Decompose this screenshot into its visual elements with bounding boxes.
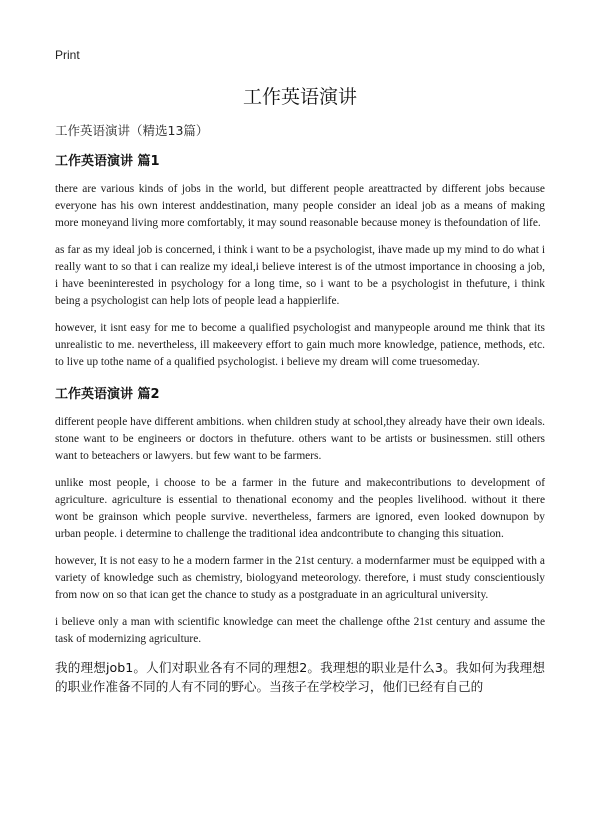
section-heading: 工作英语演讲 篇1 xyxy=(55,154,160,169)
section-1 xyxy=(55,150,545,371)
paragraph: different people have different ambitions. when children study at school,they already have their own ideals. stone want to be engineers or doctors in thefuture. others want to be artists or businessmen. still others want to beteachers or lawyers. but few want to be farmers. xyxy=(55,416,545,462)
document-title: 工作英语演讲 xyxy=(242,86,357,108)
chinese-paragraph: 我的理想job1。人们对职业各有不同的理想2。我理想的职业是什么3。我如何为我理想的职业作准备不同的人有不同的野心。当孩子在学校学习，他们已经有自己的 xyxy=(55,660,545,694)
paragraph: however, it isnt easy for me to become a qualified psychologist and manypeople around me think that its unrealistic to me. nevertheless, ill makeevery effort to gain much more knowledge, patience, methods, etc. to live up tothe name of a qualified psychologist. i believe my dream will come truesomeday. xyxy=(55,322,545,368)
paragraph: i believe only a man with scientific knowledge can meet the challenge ofthe 21st century and assume the task of modernizing agriculture. xyxy=(55,616,545,645)
document-content xyxy=(55,150,545,696)
paragraph: however, It is not easy to he a modern farmer in the 21st century. a modernfarmer must be equipped with a variety of knowledge such as chemistry, biologyand meteorology. therefore, i must study conscientiously from now on so that ican get the chance to study as a postgraduate in an agricultural university. xyxy=(55,555,545,601)
paragraph: there are various kinds of jobs in the world, but different people areattracted by different jobs because everyone has his own interest anddestination, many people consider an ideal job as a means of making more moneyand living more comfortably, it may sound reasonable because money is thefoundation of life. xyxy=(55,183,545,229)
document-subtitle: 工作英语演讲（精选13篇） xyxy=(55,123,209,138)
section-2 xyxy=(55,383,545,648)
print-label[interactable]: Print xyxy=(55,48,80,62)
section-heading: 工作英语演讲 篇2 xyxy=(55,387,160,402)
paragraph: unlike most people, i choose to be a farmer in the future and makecontributions to development of agriculture. agriculture is essential to thenational economy and the peoples livelihood. without it there wont be grainson which people survive. nevertheless, farmers are ignored, even looked downupon by urban people. i determine to challenge the traditional idea andcontribute to changing this situation. xyxy=(55,477,545,540)
paragraph: as far as my ideal job is concerned, i think i want to be a psychologist, ihave made up my mind to do what i really want to so that i can realize my ideal,i believe interest is of the utmost importance in choosing a job, i have beeninterested in psychology for a long time, so i want to be a psychologist in thefuture, i think being a psychologist can help lots of people lead a happierlife. xyxy=(55,244,545,307)
